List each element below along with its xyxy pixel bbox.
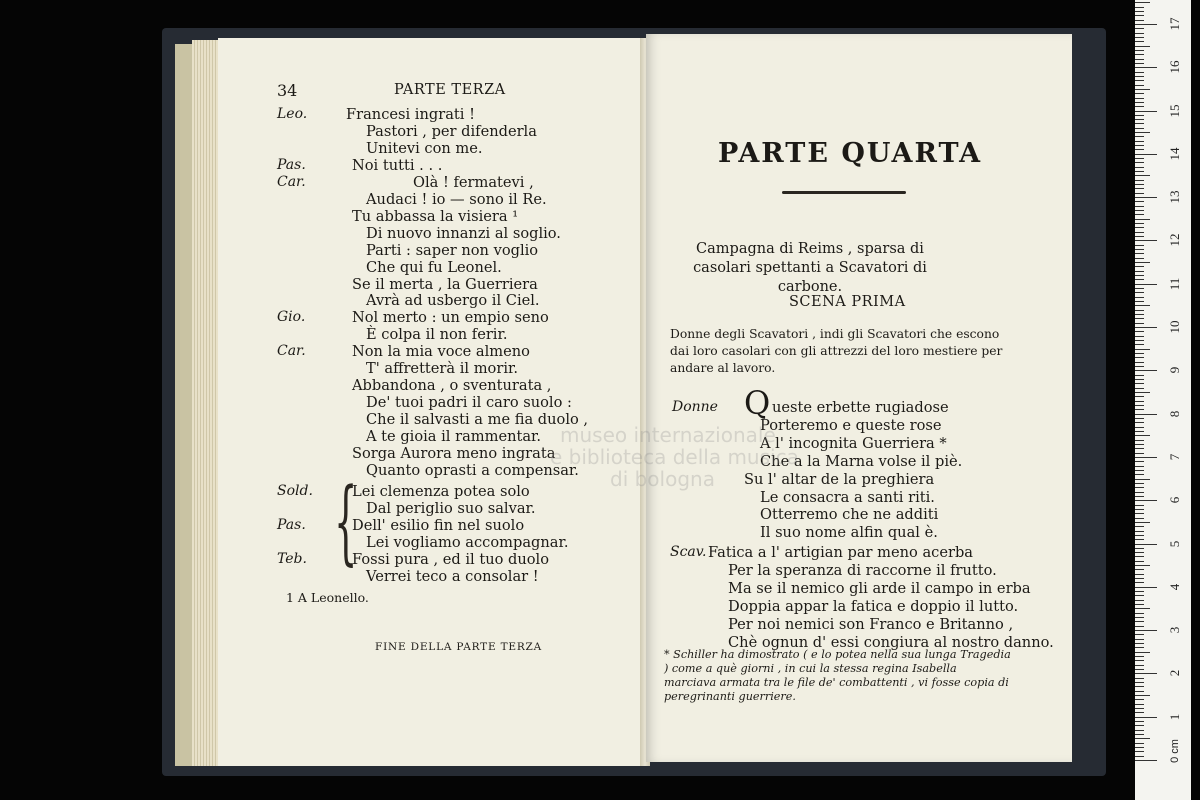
ruler-tick (1135, 188, 1144, 189)
verse-line: Lei clemenza potea solo (352, 482, 530, 500)
speaker-label: Leo. (277, 106, 308, 122)
verse-line: Per la speranza di raccorne il frutto. (728, 562, 997, 580)
ruler-number: 6 (1167, 496, 1182, 504)
verse-line: Avrà ad usbergo il Ciel. (366, 292, 540, 310)
verse-line: De' tuoi padri il caro suolo : (366, 394, 572, 412)
ruler-tick (1135, 149, 1144, 150)
brace-symbol: { (334, 468, 358, 575)
right-page (646, 34, 1072, 762)
ruler-tick (1135, 54, 1144, 55)
ruler-tick (1135, 738, 1150, 739)
ruler-tick (1135, 665, 1144, 666)
verse-line: Per noi nemici son Franco e Britanno , (728, 615, 1014, 633)
ruler-tick (1135, 33, 1144, 34)
verse-line: Olà ! fermatevi , (413, 173, 534, 191)
ruler-tick (1135, 466, 1144, 467)
ruler-tick (1135, 595, 1144, 596)
ruler-tick (1135, 660, 1144, 661)
ruler-tick (1135, 526, 1144, 527)
verse-line: È colpa il non ferir. (366, 326, 508, 344)
verse-line: Di nuovo innanzi al soglio. (366, 224, 561, 242)
ruler-tick (1135, 492, 1144, 493)
ruler-number: 10 (1167, 320, 1182, 334)
ruler-tick (1135, 310, 1144, 311)
ruler-number: 17 (1167, 17, 1182, 31)
ruler-tick (1135, 608, 1150, 609)
ruler-number: 11 (1167, 277, 1182, 290)
verse-line: Ma se il nemico gli arde il campo in erba (728, 580, 1031, 597)
ruler-tick (1135, 730, 1144, 731)
ruler-number: 8 (1167, 410, 1182, 417)
ruler-tick (1135, 80, 1144, 81)
ruler-tick (1135, 760, 1157, 761)
ruler-number: 16 (1167, 60, 1182, 74)
ruler-tick (1135, 496, 1144, 497)
speaker-label: Pas. (277, 516, 306, 533)
ruler-tick (1135, 366, 1144, 367)
ruler-tick (1135, 669, 1144, 670)
ruler-number: 3 (1167, 626, 1182, 634)
verse-line: A te gioia il rammentar. (366, 428, 542, 446)
ruler-tick (1135, 145, 1144, 146)
ruler-tick (1135, 167, 1144, 168)
verse-line: Quanto oprasti a compensar. (366, 461, 579, 479)
ruler-tick (1135, 59, 1144, 60)
ruler-tick (1135, 474, 1144, 475)
ruler-tick (1135, 461, 1144, 462)
ruler-tick (1135, 600, 1144, 601)
ruler-tick (1135, 531, 1144, 532)
ruler-tick (1135, 756, 1144, 757)
verse-line: Chè ognun d' essi congiura al nostro danno. (728, 633, 1054, 651)
ruler-tick (1135, 162, 1144, 163)
ruler-tick (1135, 422, 1144, 423)
ruler-number: 2 (1167, 670, 1182, 677)
ruler-tick (1135, 591, 1144, 592)
ruler-tick (1135, 63, 1144, 64)
verse-line: Che qui fu Leonel. (366, 258, 502, 276)
ruler-tick (1135, 682, 1144, 683)
ruler-tick (1135, 686, 1144, 687)
ruler-tick (1135, 180, 1144, 181)
ruler-tick (1135, 227, 1144, 228)
ruler-tick (1135, 67, 1157, 68)
ruler-tick (1135, 232, 1144, 233)
verse-line: Su l' altar de la preghiera (744, 470, 935, 488)
ruler-tick (1135, 271, 1144, 272)
ruler-tick (1135, 444, 1144, 445)
ruler-number: 9 (1167, 367, 1182, 374)
page-number: 34 (277, 81, 298, 100)
ruler-tick (1135, 184, 1144, 185)
ruler-tick (1135, 518, 1144, 519)
ruler-tick (1135, 539, 1144, 540)
ruler-tick (1135, 331, 1144, 332)
watermark-line: di bologna (610, 467, 715, 491)
ruler-tick (1135, 487, 1144, 488)
ruler-tick (1135, 15, 1144, 16)
ruler-tick (1135, 111, 1157, 112)
ruler-tick (1135, 214, 1144, 215)
ruler-tick (1135, 141, 1144, 142)
ruler-tick (1135, 106, 1144, 107)
verse-line: Nol merto : un empio seno (352, 309, 549, 327)
ruler-tick (1135, 704, 1144, 705)
ruler-number: 7 (1167, 453, 1182, 461)
verse-line: Unitevi con me. (366, 139, 483, 157)
ruler-tick (1135, 448, 1144, 449)
verse-line: Lei vogliamo accompagnar. (366, 533, 569, 551)
ruler-tick (1135, 569, 1144, 570)
ruler-tick (1135, 630, 1157, 631)
ruler-tick (1135, 699, 1144, 700)
scene-heading: SCENA PRIMA (789, 294, 906, 310)
ruler-number: 4 (1167, 583, 1182, 591)
speaker-label: Sold. (277, 482, 313, 499)
ruler-tick (1135, 362, 1144, 363)
ruler-tick (1135, 639, 1144, 640)
ruler-tick (1135, 98, 1144, 99)
ruler-tick (1135, 565, 1150, 566)
ruler-tick (1135, 717, 1157, 718)
watermark-line: museo internazionale (560, 423, 776, 447)
ruler-tick (1135, 401, 1144, 402)
ruler-tick (1135, 292, 1144, 293)
ruler-tick (1135, 175, 1150, 176)
running-head: PARTE TERZA (394, 82, 506, 98)
ruler-tick (1135, 647, 1144, 648)
ruler-tick (1135, 197, 1157, 198)
ruler-tick (1135, 561, 1144, 562)
ruler-tick (1135, 743, 1144, 744)
ruler-tick (1135, 323, 1144, 324)
verse-line: Otterremo che ne additi (760, 506, 939, 524)
ruler-tick (1135, 578, 1144, 579)
ruler-tick (1135, 136, 1144, 137)
ruler-tick (1135, 314, 1144, 315)
ruler-tick (1135, 431, 1144, 432)
ruler-tick (1135, 409, 1144, 410)
ruler-tick (1135, 383, 1144, 384)
ruler-tick (1135, 587, 1157, 588)
ruler-number: 5 (1167, 540, 1182, 547)
ruler-tick (1135, 318, 1144, 319)
verse-line: Pastori , per difenderla (366, 122, 537, 140)
ruler-tick (1135, 284, 1157, 285)
verse-line: Non la mia voce almeno (352, 343, 530, 361)
ruler-tick (1135, 509, 1144, 510)
ruler-tick (1135, 500, 1157, 501)
ruler-tick (1135, 396, 1144, 397)
ruler-tick (1135, 297, 1144, 298)
ruler-tick (1135, 132, 1150, 133)
ruler-tick (1135, 93, 1144, 94)
verse-line: Audaci ! io — sono il Re. (366, 190, 547, 208)
ruler-tick (1135, 193, 1144, 194)
ruler-tick (1135, 388, 1144, 389)
ruler-tick (1135, 158, 1144, 159)
ruler-tick (1135, 613, 1144, 614)
ruler-tick (1135, 201, 1144, 202)
ruler-tick (1135, 275, 1144, 276)
ruler-number: 12 (1167, 233, 1182, 247)
speaker-label: Pas. (277, 156, 306, 173)
ruler-tick (1135, 219, 1150, 220)
ruler-tick (1135, 548, 1144, 549)
verse-line: Che a la Marna volse il piè. (760, 452, 963, 470)
end-of-part: FINE DELLA PARTE TERZA (375, 641, 543, 653)
ruler-tick (1135, 240, 1157, 241)
verse-line: Porteremo e queste rose (760, 416, 942, 434)
ruler-tick (1135, 349, 1150, 350)
ruler-tick (1135, 652, 1150, 653)
ruler-tick (1135, 154, 1157, 155)
verse-line: Francesi ingrati ! (346, 106, 475, 123)
ruler-tick (1135, 379, 1144, 380)
ruler-tick (1135, 353, 1144, 354)
ruler-tick (1135, 171, 1144, 172)
ruler-tick (1135, 28, 1144, 29)
ruler-tick (1135, 414, 1157, 415)
ruler-tick (1135, 2, 1150, 3)
ruler-tick (1135, 305, 1150, 306)
ruler-tick (1135, 119, 1144, 120)
ruler-tick (1135, 621, 1144, 622)
ruler-tick (1135, 37, 1144, 38)
verse-line: Fatica a l' artigian par meno acerba (708, 544, 973, 562)
ruler-tick (1135, 41, 1144, 42)
ruler-tick (1135, 262, 1150, 263)
speaker-label: Donne (672, 399, 718, 415)
scale-ruler (1135, 0, 1191, 800)
speaker-label: Teb. (277, 550, 307, 567)
ruler-tick (1135, 7, 1144, 8)
ruler-tick (1135, 76, 1144, 77)
verse-line: Se il merta , la Guerriera (352, 275, 538, 293)
ruler-tick (1135, 678, 1144, 679)
ruler-tick (1135, 747, 1144, 748)
ruler-tick (1135, 695, 1150, 696)
ruler-tick (1135, 236, 1144, 237)
ruler-tick (1135, 643, 1144, 644)
ruler-tick (1135, 751, 1144, 752)
scene-setting: Campagna di Reims , sparsa di casolari spettanti a Scavatori di carbone. (693, 241, 927, 295)
ruler-tick (1135, 617, 1144, 618)
ruler-tick (1135, 370, 1157, 371)
ruler-tick (1135, 357, 1144, 358)
ruler-tick (1135, 708, 1144, 709)
ruler-tick (1135, 288, 1144, 289)
ruler-tick (1135, 470, 1144, 471)
verse-line: Il suo nome alfin qual è. (760, 524, 938, 542)
ruler-tick (1135, 20, 1144, 21)
ruler-tick (1135, 673, 1157, 674)
ruler-tick (1135, 453, 1144, 454)
ruler-tick (1135, 483, 1144, 484)
part-title: PARTE QUARTA (718, 138, 983, 169)
ruler-tick (1135, 102, 1144, 103)
verse-line: Parti : saper non voglio (366, 241, 539, 259)
ruler-tick (1135, 634, 1144, 635)
speaker-label: Gio. (277, 309, 306, 326)
speaker-label: Scav. (670, 544, 707, 561)
ruler-tick (1135, 556, 1144, 557)
verse-line: ueste erbette rugiadose (772, 399, 949, 416)
ruler-number: 1 (1167, 713, 1182, 720)
drop-cap: Q (744, 384, 771, 422)
ruler-tick (1135, 340, 1144, 341)
footnote: 1 A Leonello. (286, 590, 369, 605)
ruler-tick (1135, 392, 1150, 393)
ruler-tick (1135, 552, 1144, 553)
verse-line: Verrei teco a consolar ! (366, 567, 539, 585)
ruler-unit: 0 cm (1168, 739, 1181, 763)
ruler-tick (1135, 691, 1144, 692)
ruler-tick (1135, 11, 1144, 12)
ruler-tick (1135, 522, 1150, 523)
ruler-tick (1135, 210, 1144, 211)
verse-line: T' affretterà il morir. (366, 360, 519, 378)
ruler-tick (1135, 721, 1144, 722)
ruler-tick (1135, 46, 1150, 47)
ruler-tick (1135, 435, 1150, 436)
verse-line: Dell' esilio fin nel suolo (352, 516, 525, 534)
ruler-tick (1135, 712, 1144, 713)
watermark (520, 424, 799, 490)
verse-line: Doppia appar la fatica e doppio il lutto. (728, 597, 1019, 615)
ruler-tick (1135, 128, 1144, 129)
ruler-tick (1135, 405, 1144, 406)
ruler-tick (1135, 115, 1144, 116)
ruler-tick (1135, 206, 1144, 207)
ruler-tick (1135, 24, 1157, 25)
ruler-tick (1135, 734, 1144, 735)
verse-line: Tu abbassa la visiera ¹ (352, 207, 519, 225)
verse-line: Che il salvasti a me fia duolo , (366, 411, 589, 429)
ruler-number: 15 (1167, 104, 1182, 117)
verse-line: Sorga Aurora meno ingrata (352, 445, 556, 462)
ruler-tick (1135, 544, 1157, 545)
footnote: * Schiller ha dimostrato ( e lo potea nella sua lunga Tragedia ) come a què giorni , in cui la stessa regina Isabella marciava armata tra le file de' combattenti , vi fosse copia di peregrinanti guerriere. (664, 648, 1011, 703)
verse-line: Fossi pura , ed il tuo duolo (352, 550, 549, 568)
ruler-tick (1135, 253, 1144, 254)
verse-line: Abbandona , o sventurata , (352, 377, 552, 395)
stage-direction: Donne degli Scavatori , indi gli Scavatori che escono dai loro casolari con gli attrezzi del loro mestiere per andare al lavoro. (670, 327, 1003, 375)
ruler-tick (1135, 479, 1150, 480)
ruler-tick (1135, 336, 1144, 337)
verse-line: A l' incognita Guerriera * (760, 434, 947, 452)
ruler-tick (1135, 427, 1144, 428)
speaker-label: Car. (277, 173, 306, 190)
ruler-tick (1135, 344, 1144, 345)
ruler-tick (1135, 375, 1144, 376)
ruler-tick (1135, 418, 1144, 419)
ruler-tick (1135, 656, 1144, 657)
watermark-line: e biblioteca della musica (550, 445, 799, 469)
ruler-tick (1135, 574, 1144, 575)
ruler-tick (1135, 457, 1157, 458)
ruler-tick (1135, 513, 1144, 514)
ruler-tick (1135, 72, 1144, 73)
ruler-tick (1135, 279, 1144, 280)
ruler-tick (1135, 85, 1144, 86)
ornament-rule (782, 191, 906, 194)
ruler-tick (1135, 249, 1144, 250)
ruler-tick (1135, 258, 1144, 259)
ruler-tick (1135, 440, 1144, 441)
ruler-number: 13 (1167, 190, 1182, 204)
ruler-tick (1135, 266, 1144, 267)
ruler-tick (1135, 89, 1150, 90)
speaker-label: Car. (277, 343, 306, 360)
verse-line: Dal periglio suo salvar. (366, 499, 536, 517)
ruler-tick (1135, 223, 1144, 224)
ruler-tick (1135, 327, 1157, 328)
ruler-number: 14 (1167, 147, 1182, 161)
ruler-tick (1135, 50, 1144, 51)
verse-line: Le consacra a santi riti. (760, 488, 935, 506)
ruler-tick (1135, 123, 1144, 124)
ruler-tick (1135, 505, 1144, 506)
left-page (218, 38, 645, 766)
ruler-tick (1135, 626, 1144, 627)
verse-line: Noi tutti . . . (352, 156, 443, 174)
ruler-tick (1135, 582, 1144, 583)
ruler-tick (1135, 725, 1144, 726)
ruler-tick (1135, 535, 1144, 536)
ruler-tick (1135, 301, 1144, 302)
ruler-tick (1135, 604, 1144, 605)
ruler-tick (1135, 245, 1144, 246)
